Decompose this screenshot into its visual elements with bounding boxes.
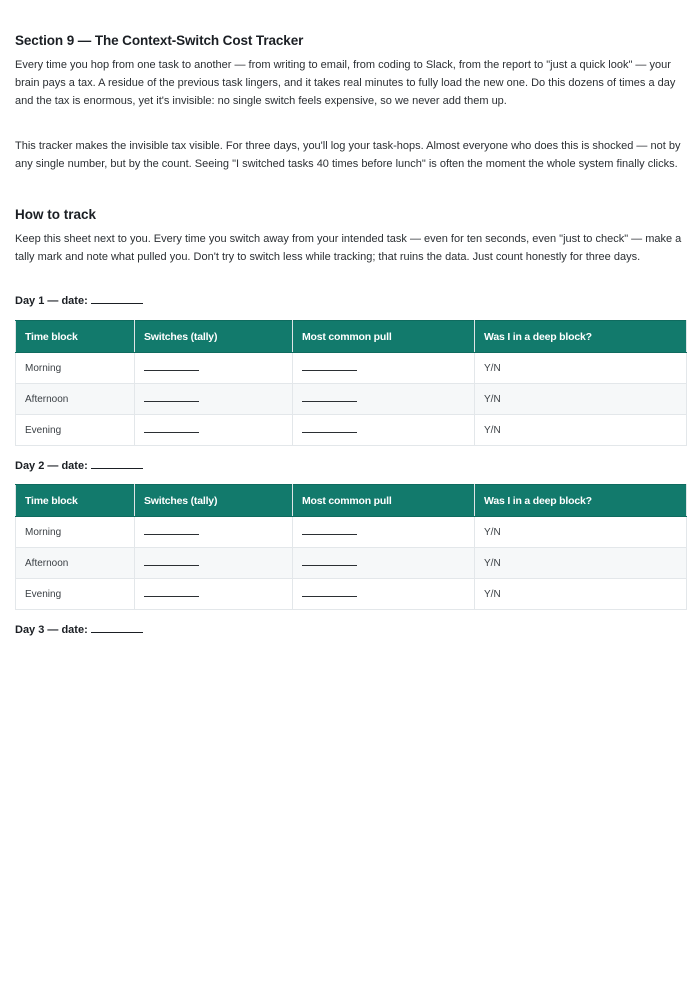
time-block-cell: Morning xyxy=(16,517,135,548)
time-block-cell: Evening xyxy=(16,415,135,446)
deep-block-cell: Y/N xyxy=(475,415,687,446)
table-row xyxy=(16,353,687,384)
section-title: Section 9 — The Context-Switch Cost Tracker xyxy=(15,33,304,48)
table-header-row xyxy=(16,485,687,517)
deep-block-cell: Y/N xyxy=(475,353,687,384)
day-1-tracker-table xyxy=(15,320,687,446)
fill-in-blank[interactable] xyxy=(302,393,357,402)
day-2-tracker-table xyxy=(15,484,687,610)
fill-in-blank[interactable] xyxy=(144,588,199,597)
fill-in-blank[interactable] xyxy=(144,424,199,433)
header-deep-block: Was I in a deep block? xyxy=(475,321,687,353)
common-pull-cell xyxy=(293,353,475,384)
day-2-label xyxy=(15,459,143,472)
header-time-block: Time block xyxy=(16,321,135,353)
time-block-cell: Afternoon xyxy=(16,384,135,415)
day-2-label-text: Day 2 — date: xyxy=(15,460,88,472)
switches-cell xyxy=(135,384,293,415)
switches-cell xyxy=(135,415,293,446)
table-row xyxy=(16,579,687,610)
header-common-pull: Most common pull xyxy=(293,485,475,517)
date-blank-line xyxy=(91,459,143,469)
how-to-heading: How to track xyxy=(15,207,97,222)
deep-block-cell: Y/N xyxy=(475,384,687,415)
time-block-cell: Afternoon xyxy=(16,548,135,579)
header-deep-block: Was I in a deep block? xyxy=(475,485,687,517)
switches-cell xyxy=(135,353,293,384)
day-1-label-text: Day 1 — date: xyxy=(15,295,88,307)
switches-cell xyxy=(135,579,293,610)
day-3-label-text: Day 3 — date: xyxy=(15,624,88,636)
fill-in-blank[interactable] xyxy=(144,557,199,566)
deep-block-cell: Y/N xyxy=(475,517,687,548)
table-row xyxy=(16,415,687,446)
switches-cell xyxy=(135,517,293,548)
switches-cell xyxy=(135,548,293,579)
deep-block-cell: Y/N xyxy=(475,579,687,610)
how-to-paragraph: Keep this sheet next to you. Every time you switch away from your intended task — even for ten seconds, even "just to check" — make a tally mark and note what pulled you. Don't try to switch less while tracking; that ruins the data. Just count honestly for three days. xyxy=(15,233,682,264)
common-pull-cell xyxy=(293,579,475,610)
header-time-block: Time block xyxy=(16,485,135,517)
fill-in-blank[interactable] xyxy=(144,526,199,535)
date-blank-line xyxy=(91,623,143,633)
time-block-cell: Morning xyxy=(16,353,135,384)
fill-in-blank[interactable] xyxy=(302,557,357,566)
fill-in-blank[interactable] xyxy=(144,393,199,402)
fill-in-blank[interactable] xyxy=(302,526,357,535)
table-row xyxy=(16,548,687,579)
date-blank-line xyxy=(91,294,143,304)
fill-in-blank[interactable] xyxy=(144,362,199,371)
common-pull-cell xyxy=(293,548,475,579)
fill-in-blank[interactable] xyxy=(302,362,357,371)
table-row xyxy=(16,384,687,415)
common-pull-cell xyxy=(293,517,475,548)
table-header-row xyxy=(16,321,687,353)
deep-block-cell: Y/N xyxy=(475,548,687,579)
intro-paragraph-2: This tracker makes the invisible tax visible. For three days, you'll log your task-hops. Almost everyone who does this is shocked — not by any single number, but by the count. Seeing "I switched tasks 40 times before lunch" is often the moment the whole system finally clicks. xyxy=(15,140,681,171)
day-1-label xyxy=(15,294,143,307)
common-pull-cell xyxy=(293,415,475,446)
fill-in-blank[interactable] xyxy=(302,588,357,597)
fill-in-blank[interactable] xyxy=(302,424,357,433)
day-3-label xyxy=(15,623,143,636)
time-block-cell: Evening xyxy=(16,579,135,610)
intro-paragraph-1: Every time you hop from one task to another — from writing to email, from coding to Slack, from the report to "just a quick look" — your brain pays a tax. A residue of the previous task lingers, and it takes real minutes to fully load the new one. Do this dozens of times a day and the tax is enormous, yet it's invisible: no single switch feels expensive, so we never add them up. xyxy=(15,59,676,108)
common-pull-cell xyxy=(293,384,475,415)
header-switches: Switches (tally) xyxy=(135,485,293,517)
table-row xyxy=(16,517,687,548)
header-switches: Switches (tally) xyxy=(135,321,293,353)
header-common-pull: Most common pull xyxy=(293,321,475,353)
